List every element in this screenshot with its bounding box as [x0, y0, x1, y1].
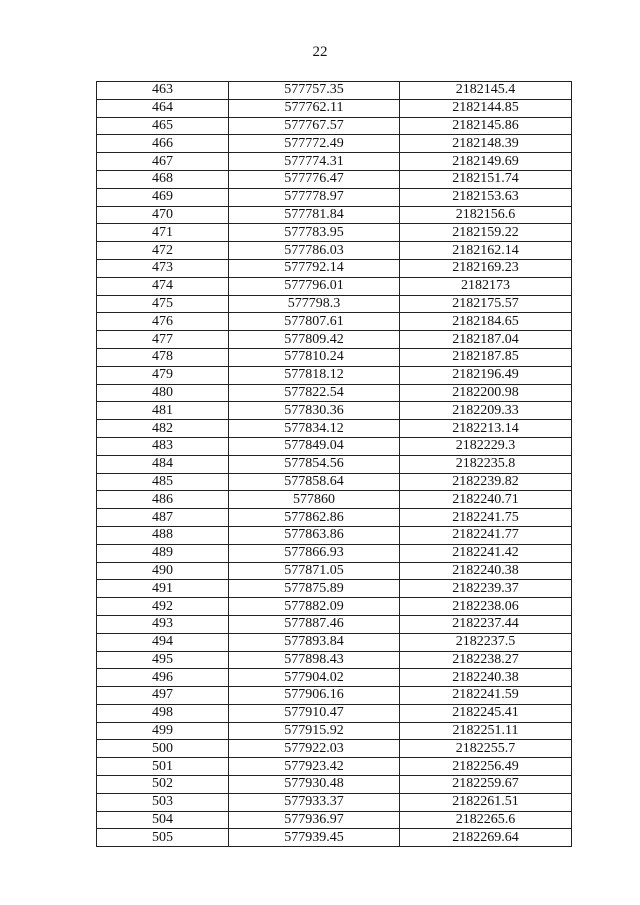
point-number-cell: 476: [97, 313, 229, 331]
point-number-cell: 492: [97, 598, 229, 616]
y-coordinate-cell: 2182149.69: [400, 153, 572, 171]
table-row: [97, 331, 572, 349]
x-coordinate-cell: 577930.48: [229, 776, 400, 794]
x-coordinate-cell: 577796.01: [229, 277, 400, 295]
table-row: [97, 633, 572, 651]
y-coordinate-cell: 2182256.49: [400, 758, 572, 776]
y-coordinate-cell: 2182237.44: [400, 615, 572, 633]
x-coordinate-cell: 577776.47: [229, 170, 400, 188]
table-row: [97, 740, 572, 758]
table-row: [97, 651, 572, 669]
table-row: [97, 687, 572, 705]
x-coordinate-cell: 577882.09: [229, 598, 400, 616]
point-number-cell: 477: [97, 331, 229, 349]
point-number-cell: 505: [97, 829, 229, 847]
point-number-cell: 470: [97, 206, 229, 224]
point-number-cell: 500: [97, 740, 229, 758]
table-row: [97, 669, 572, 687]
point-number-cell: 464: [97, 99, 229, 117]
table-row: [97, 117, 572, 135]
x-coordinate-cell: 577887.46: [229, 615, 400, 633]
point-number-cell: 490: [97, 562, 229, 580]
table-row: [97, 188, 572, 206]
x-coordinate-cell: 577818.12: [229, 366, 400, 384]
x-coordinate-cell: 577774.31: [229, 153, 400, 171]
point-number-cell: 497: [97, 687, 229, 705]
y-coordinate-cell: 2182238.06: [400, 598, 572, 616]
point-number-cell: 467: [97, 153, 229, 171]
table-row: [97, 473, 572, 491]
point-number-cell: 463: [97, 82, 229, 100]
point-number-cell: 471: [97, 224, 229, 242]
point-number-cell: 473: [97, 259, 229, 277]
table-row: [97, 776, 572, 794]
x-coordinate-cell: 577936.97: [229, 811, 400, 829]
table-row: [97, 313, 572, 331]
table-row: [97, 366, 572, 384]
x-coordinate-cell: 577762.11: [229, 99, 400, 117]
table-row: [97, 259, 572, 277]
x-coordinate-cell: 577822.54: [229, 384, 400, 402]
x-coordinate-cell: 577904.02: [229, 669, 400, 687]
x-coordinate-cell: 577798.3: [229, 295, 400, 313]
point-number-cell: 487: [97, 509, 229, 527]
point-number-cell: 468: [97, 170, 229, 188]
table-row: [97, 384, 572, 402]
table-row: [97, 491, 572, 509]
y-coordinate-cell: 2182241.42: [400, 544, 572, 562]
y-coordinate-cell: 2182239.82: [400, 473, 572, 491]
table-row: [97, 811, 572, 829]
x-coordinate-cell: 577786.03: [229, 242, 400, 260]
x-coordinate-cell: 577862.86: [229, 509, 400, 527]
x-coordinate-cell: 577830.36: [229, 402, 400, 420]
y-coordinate-cell: 2182229.3: [400, 437, 572, 455]
y-coordinate-cell: 2182175.57: [400, 295, 572, 313]
table-row: [97, 437, 572, 455]
y-coordinate-cell: 2182159.22: [400, 224, 572, 242]
x-coordinate-cell: 577893.84: [229, 633, 400, 651]
point-number-cell: 479: [97, 366, 229, 384]
y-coordinate-cell: 2182144.85: [400, 99, 572, 117]
y-coordinate-cell: 2182241.75: [400, 509, 572, 527]
y-coordinate-cell: 2182235.8: [400, 455, 572, 473]
point-number-cell: 498: [97, 704, 229, 722]
point-number-cell: 486: [97, 491, 229, 509]
table-row: [97, 615, 572, 633]
y-coordinate-cell: 2182156.6: [400, 206, 572, 224]
x-coordinate-cell: 577757.35: [229, 82, 400, 100]
table-row: [97, 455, 572, 473]
point-number-cell: 482: [97, 420, 229, 438]
y-coordinate-cell: 2182145.86: [400, 117, 572, 135]
table-row: [97, 722, 572, 740]
x-coordinate-cell: 577871.05: [229, 562, 400, 580]
y-coordinate-cell: 2182184.65: [400, 313, 572, 331]
point-number-cell: 493: [97, 615, 229, 633]
x-coordinate-cell: 577809.42: [229, 331, 400, 349]
table-row: [97, 580, 572, 598]
y-coordinate-cell: 2182239.37: [400, 580, 572, 598]
table-row: [97, 420, 572, 438]
y-coordinate-cell: 2182241.77: [400, 526, 572, 544]
x-coordinate-cell: 577792.14: [229, 259, 400, 277]
point-number-cell: 491: [97, 580, 229, 598]
x-coordinate-cell: 577810.24: [229, 348, 400, 366]
table-row: [97, 562, 572, 580]
point-number-cell: 503: [97, 793, 229, 811]
point-number-cell: 478: [97, 348, 229, 366]
point-number-cell: 472: [97, 242, 229, 260]
y-coordinate-cell: 2182259.67: [400, 776, 572, 794]
table-row: [97, 224, 572, 242]
table-row: [97, 99, 572, 117]
x-coordinate-cell: 577781.84: [229, 206, 400, 224]
x-coordinate-cell: 577807.61: [229, 313, 400, 331]
y-coordinate-cell: 2182241.59: [400, 687, 572, 705]
table-body: [97, 82, 572, 847]
table-row: [97, 509, 572, 527]
y-coordinate-cell: 2182240.38: [400, 669, 572, 687]
y-coordinate-cell: 2182251.11: [400, 722, 572, 740]
y-coordinate-cell: 2182187.04: [400, 331, 572, 349]
table-row: [97, 793, 572, 811]
x-coordinate-cell: 577767.57: [229, 117, 400, 135]
point-number-cell: 485: [97, 473, 229, 491]
y-coordinate-cell: 2182151.74: [400, 170, 572, 188]
point-number-cell: 484: [97, 455, 229, 473]
x-coordinate-cell: 577863.86: [229, 526, 400, 544]
y-coordinate-cell: 2182153.63: [400, 188, 572, 206]
x-coordinate-cell: 577772.49: [229, 135, 400, 153]
y-coordinate-cell: 2182238.27: [400, 651, 572, 669]
y-coordinate-cell: 2182162.14: [400, 242, 572, 260]
point-number-cell: 475: [97, 295, 229, 313]
point-number-cell: 502: [97, 776, 229, 794]
table-row: [97, 402, 572, 420]
x-coordinate-cell: 577922.03: [229, 740, 400, 758]
table-row: [97, 348, 572, 366]
table-row: [97, 135, 572, 153]
y-coordinate-cell: 2182145.4: [400, 82, 572, 100]
point-number-cell: 489: [97, 544, 229, 562]
x-coordinate-cell: 577910.47: [229, 704, 400, 722]
point-number-cell: 501: [97, 758, 229, 776]
table-row: [97, 153, 572, 171]
y-coordinate-cell: 2182237.5: [400, 633, 572, 651]
y-coordinate-cell: 2182265.6: [400, 811, 572, 829]
y-coordinate-cell: 2182261.51: [400, 793, 572, 811]
point-number-cell: 465: [97, 117, 229, 135]
x-coordinate-cell: 577906.16: [229, 687, 400, 705]
table-row: [97, 242, 572, 260]
point-number-cell: 494: [97, 633, 229, 651]
point-number-cell: 504: [97, 811, 229, 829]
table-row: [97, 829, 572, 847]
x-coordinate-cell: 577778.97: [229, 188, 400, 206]
table-row: [97, 704, 572, 722]
y-coordinate-cell: 2182169.23: [400, 259, 572, 277]
point-number-cell: 496: [97, 669, 229, 687]
point-number-cell: 488: [97, 526, 229, 544]
table-row: [97, 295, 572, 313]
x-coordinate-cell: 577933.37: [229, 793, 400, 811]
point-number-cell: 474: [97, 277, 229, 295]
x-coordinate-cell: 577875.89: [229, 580, 400, 598]
x-coordinate-cell: 577898.43: [229, 651, 400, 669]
x-coordinate-cell: 577866.93: [229, 544, 400, 562]
table-row: [97, 206, 572, 224]
y-coordinate-cell: 2182213.14: [400, 420, 572, 438]
x-coordinate-cell: 577834.12: [229, 420, 400, 438]
table-row: [97, 758, 572, 776]
y-coordinate-cell: 2182240.71: [400, 491, 572, 509]
point-number-cell: 495: [97, 651, 229, 669]
point-number-cell: 483: [97, 437, 229, 455]
table-row: [97, 82, 572, 100]
x-coordinate-cell: 577939.45: [229, 829, 400, 847]
x-coordinate-cell: 577783.95: [229, 224, 400, 242]
x-coordinate-cell: 577858.64: [229, 473, 400, 491]
point-number-cell: 469: [97, 188, 229, 206]
x-coordinate-cell: 577849.04: [229, 437, 400, 455]
y-coordinate-cell: 2182269.64: [400, 829, 572, 847]
x-coordinate-cell: 577915.92: [229, 722, 400, 740]
point-number-cell: 466: [97, 135, 229, 153]
coordinates-table: [96, 81, 572, 847]
x-coordinate-cell: 577860: [229, 491, 400, 509]
y-coordinate-cell: 2182187.85: [400, 348, 572, 366]
page-number: 22: [312, 44, 328, 60]
x-coordinate-cell: 577854.56: [229, 455, 400, 473]
x-coordinate-cell: 577923.42: [229, 758, 400, 776]
y-coordinate-cell: 2182196.49: [400, 366, 572, 384]
table-row: [97, 170, 572, 188]
y-coordinate-cell: 2182245.41: [400, 704, 572, 722]
y-coordinate-cell: 2182148.39: [400, 135, 572, 153]
y-coordinate-cell: 2182240.38: [400, 562, 572, 580]
y-coordinate-cell: 2182209.33: [400, 402, 572, 420]
y-coordinate-cell: 2182255.7: [400, 740, 572, 758]
point-number-cell: 480: [97, 384, 229, 402]
point-number-cell: 481: [97, 402, 229, 420]
table-row: [97, 277, 572, 295]
table-row: [97, 598, 572, 616]
y-coordinate-cell: 2182173: [400, 277, 572, 295]
table-row: [97, 526, 572, 544]
y-coordinate-cell: 2182200.98: [400, 384, 572, 402]
table-row: [97, 544, 572, 562]
point-number-cell: 499: [97, 722, 229, 740]
